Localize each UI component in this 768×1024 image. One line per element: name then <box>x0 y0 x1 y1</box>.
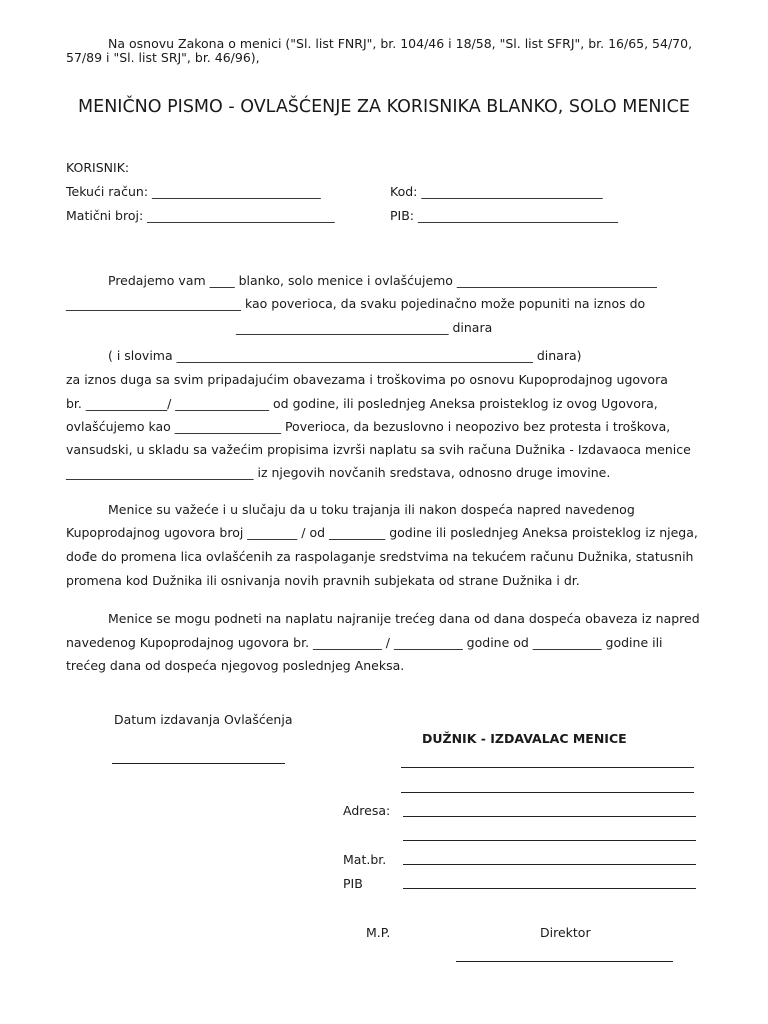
mat-br-label: Mat.br. <box>343 852 387 867</box>
direktor-label: Direktor <box>540 925 591 940</box>
datum-line[interactable] <box>112 763 285 764</box>
body1-line-9: ______________________________ iz njegovih novčanih sredstava, odnosno druge imovine. <box>66 465 611 480</box>
kod-field[interactable]: Kod: _____________________________ <box>390 184 603 199</box>
adresa-label: Adresa: <box>343 803 391 818</box>
korisnik-heading: KORISNIK: <box>66 160 130 175</box>
adresa-line-2[interactable] <box>403 840 696 841</box>
body1-line-7: ovlašćujemo kao _________________ Poverioca, da bezuslovno i neopozivo bez protesta i troškova, <box>66 419 671 434</box>
body3-line-2: navedenog Kupoprodajnog ugovora br. ___________ / ___________ godine od ___________ godine ili <box>66 635 663 650</box>
mp-label: M.P. <box>366 925 391 940</box>
body1-line-6: br. _____________/ _______________ od godine, ili poslednjeg Aneksa proisteklog iz ovog Ugovora, <box>66 396 658 411</box>
direktor-signature-line[interactable] <box>456 961 673 962</box>
body1-line-2: ____________________________ kao poverioca, da svaku pojedinačno može popuniti na iznos do <box>66 296 646 311</box>
pib-label: PIB <box>343 876 363 891</box>
body1-line-4: ( i slovima _________________________________________________________ dinara) <box>108 348 582 363</box>
body1-line-5: za iznos duga sa svim pripadajućim obavezama i troškovima po osnovu Kupoprodajnog ugovora <box>66 372 668 387</box>
duznik-line-1[interactable] <box>401 767 694 768</box>
body2-line-2: Kupoprodajnog ugovora broj ________ / od _________ godine ili poslednjeg Aneksa proisteklog iz njega, <box>66 525 698 540</box>
duznik-line-2[interactable] <box>401 792 694 793</box>
tekuci-racun-field[interactable]: Tekući račun: ___________________________ <box>66 184 321 199</box>
pib-line[interactable] <box>403 888 696 889</box>
datum-label: Datum izdavanja Ovlašćenja <box>114 712 293 727</box>
body2-line-4: promena kod Dužnika ili osnivanja novih pravnih subjekata od strane Dužnika i dr. <box>66 573 580 588</box>
body3-line-3: trećeg dana od dospeća njegovog poslednjeg Aneksa. <box>66 658 405 673</box>
intro-line-2: 57/89 i "Sl. list SRJ", br. 46/96), <box>66 50 260 65</box>
body1-line-1: Predajemo vam ____ blanko, solo menice i ovlašćujemo ________________________________ <box>108 273 657 288</box>
pib-field[interactable]: PIB: ________________________________ <box>390 208 618 223</box>
body2-line-1: Menice su važeće i u slučaju da u toku trajanja ili nakon dospeća napred navedenog <box>108 502 635 517</box>
intro-line-1: Na osnovu Zakona o menici ("Sl. list FNRJ", br. 104/46 i 18/58, "Sl. list SFRJ", br. 16/65, 54/70, <box>108 36 693 51</box>
body1-line-8: vansudski, u skladu sa važećim propisima izvrši naplatu sa svih računa Dužnika - Izdavaoca menice <box>66 442 691 457</box>
page-title: MENIČNO PISMO - OVLAŠĆENJE ZA KORISNIKA BLANKO, SOLO MENICE <box>78 97 690 117</box>
mat-br-line[interactable] <box>403 864 696 865</box>
body1-line-3: __________________________________ dinara <box>236 320 493 335</box>
adresa-line-1[interactable] <box>403 816 696 817</box>
maticni-broj-field[interactable]: Matični broj: ______________________________ <box>66 208 335 223</box>
body3-line-1: Menice se mogu podneti na naplatu najranije trećeg dana od dana dospeća obaveza iz napred <box>108 611 700 626</box>
body2-line-3: dođe do promena lica ovlašćenih za raspolaganje sredstvima na tekućem računu Dužnika, statusnih <box>66 549 694 564</box>
duznik-heading: DUŽNIK - IZDAVALAC MENICE <box>422 731 627 746</box>
